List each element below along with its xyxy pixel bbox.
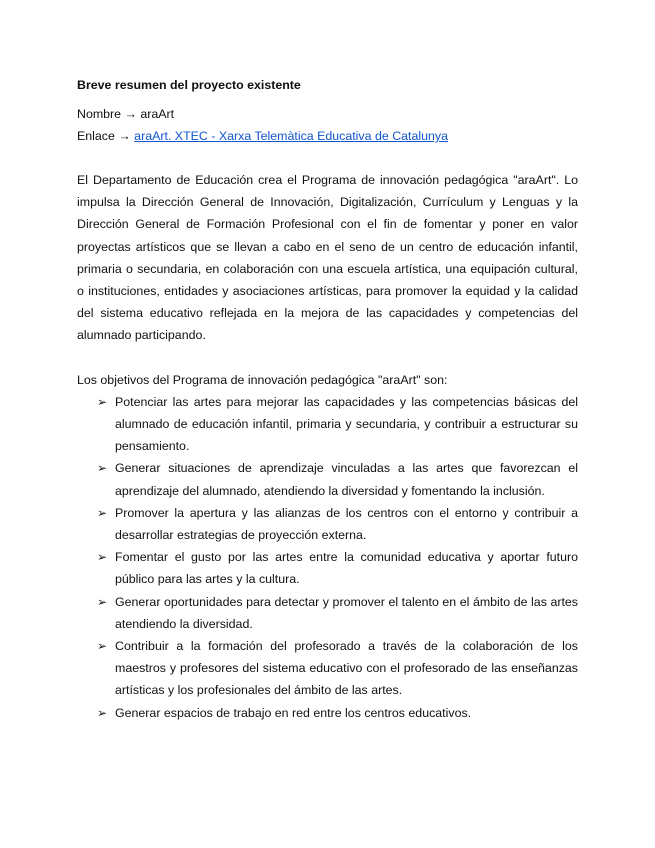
list-item-text: Contribuir a la formación del profesorado a través de la colaboración de los maestros y profesores del sistema educativo con el profesorado de las enseñanzas artísticas y los profesionales del ámbito de las artes. [115,639,578,698]
arrow-bullet-icon: ➢ [97,505,108,520]
arrow-bullet-icon: ➢ [97,461,108,476]
link-line [77,125,578,147]
list-item-text: Potenciar las artes para mejorar las capacidades y las competencias básicas del alumnado de educación infantil, primaria y secundaria, y contribuir a estructurar su pensamiento. [115,394,578,454]
list-item [77,591,578,635]
list-item-text: Fomentar el gusto por las artes entre la comunidad educativa y aportar futuro público para las artes y la cultura. [115,550,578,587]
list-item-text: Generar situaciones de aprendizaje vinculadas a las artes que favorezcan el aprendizaje del alumnado, atendiendo la diversidad y fomentando la inclusión. [115,461,578,498]
document-page [77,76,578,724]
arrow-bullet-icon: ➢ [97,394,108,409]
list-item [77,546,578,590]
project-link[interactable]: araArt. XTEC - Xarxa Telemàtica Educativa de Catalunya [134,129,448,143]
objectives-list [77,391,578,724]
list-item [77,635,578,702]
arrow-bullet-icon: ➢ [97,639,108,654]
list-item [77,457,578,501]
arrow-bullet-icon: ➢ [97,550,108,565]
list-item-text: Generar espacios de trabajo en red entre los centros educativos. [115,705,472,720]
link-label: Enlace → [77,129,135,143]
arrow-bullet-icon: ➢ [97,594,108,609]
name-value: araArt [140,107,175,121]
name-line [77,103,578,125]
list-item [77,702,578,724]
section-heading: Breve resumen del proyecto existente [77,78,301,92]
list-item-text: Generar oportunidades para detectar y promover el talento en el ámbito de las artes atendiendo la diversidad. [115,594,578,631]
list-item-text: Promover la apertura y las alianzas de los centros con el entorno y contribuir a desarrollar estrategias de proyección externa. [115,505,578,543]
arrow-bullet-icon: ➢ [97,705,108,720]
name-label: Nombre → [77,107,141,121]
intro-paragraph: El Departamento de Educación crea el Programa de innovación pedagógica "araArt". Lo impulsa la Dirección General de Innovación, Digitalización, Currículum y Lenguas y la Dirección General de Formación Profesional con el fin de fomentar y poner en valor proyectas artísticos que se llevan a cabo en el seno de un centro de educación infantil, primaria o secundaria, en colaboración con una escuela artística, una equipación cultural, o instituciones, entidades y asociaciones artísticas, para promover la equidad y la calidad del sistema educativo reflejada en la mejora de las capacidades y competencias del alumnado participando. [77,173,578,343]
list-item [77,502,578,546]
list-item [77,391,578,458]
objectives-intro: Los objetivos del Programa de innovación pedagógica "araArt" son: [77,372,448,387]
